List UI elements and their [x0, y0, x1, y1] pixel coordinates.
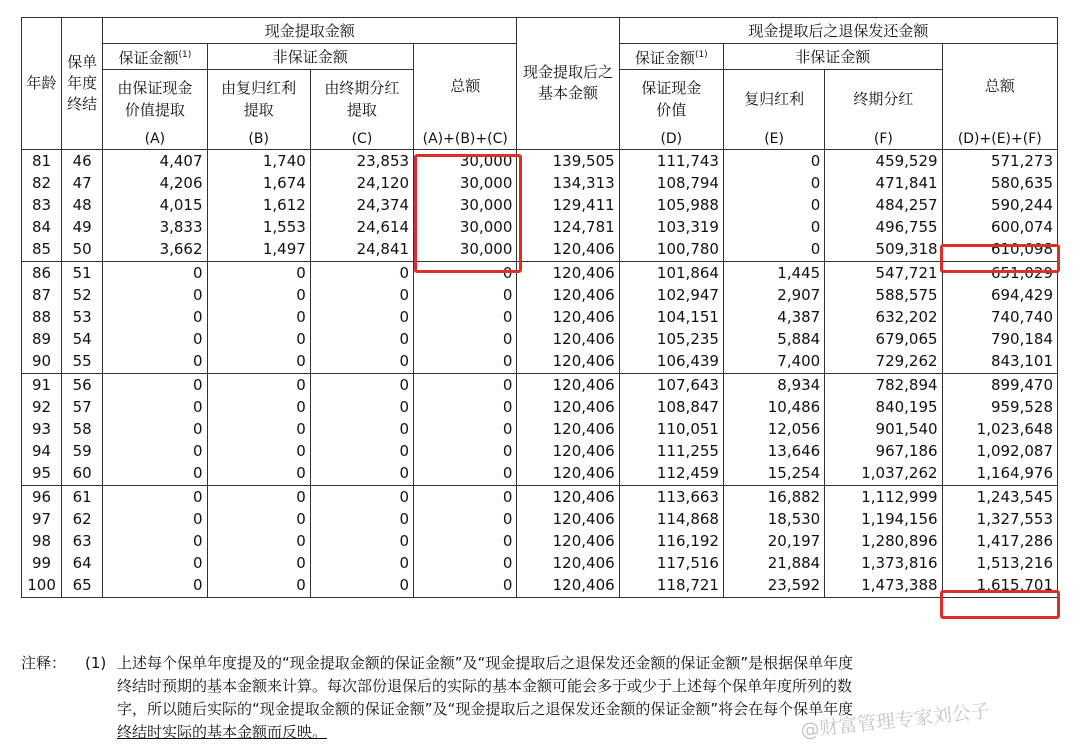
table-cell: 1,612	[207, 194, 310, 216]
table-cell: 105,235	[619, 328, 723, 350]
table-cell: 0	[103, 530, 207, 552]
table-cell: 0	[414, 328, 517, 350]
table-cell: 104,151	[619, 306, 723, 328]
table-cell: 1,553	[207, 216, 310, 238]
footnote-line-4: 终结时实际的基本金额而反映。	[117, 723, 328, 741]
table-cell: 0	[414, 261, 517, 284]
table-cell: 21,884	[723, 552, 824, 574]
header-col-b: 由复归红利提取	[207, 70, 310, 129]
table-cell: 0	[103, 284, 207, 306]
table-cell: 102,947	[619, 284, 723, 306]
table-cell: 120,406	[517, 552, 619, 574]
table-cell: 0	[207, 574, 310, 597]
table-cell: 120,406	[517, 418, 619, 440]
table-cell: 0	[207, 306, 310, 328]
table-cell: 120,406	[517, 328, 619, 350]
table-cell: 0	[310, 396, 413, 418]
table-cell: 0	[414, 440, 517, 462]
table-cell: 59	[62, 440, 103, 462]
table-cell: 101,864	[619, 261, 723, 284]
table-cell: 7,400	[723, 350, 824, 373]
footnote-number: (1)	[85, 654, 107, 672]
table-cell: 54	[62, 328, 103, 350]
header-policy-year: 保单年度终结	[62, 18, 103, 150]
table-cell: 4,206	[103, 172, 207, 194]
table-cell: 571,273	[942, 149, 1057, 172]
table-cell: 57	[62, 396, 103, 418]
table-cell: 120,406	[517, 261, 619, 284]
table-row	[22, 530, 1058, 552]
table-cell: 509,318	[825, 238, 942, 261]
table-cell: 0	[414, 462, 517, 485]
table-cell: 0	[207, 261, 310, 284]
table-cell: 63	[62, 530, 103, 552]
header-cash-withdrawal: 现金提取金额	[103, 18, 517, 44]
table-cell: 740,740	[942, 306, 1057, 328]
table-cell: 84	[22, 216, 62, 238]
table-row	[22, 440, 1058, 462]
table-cell: 782,894	[825, 373, 942, 396]
table-cell: 46	[62, 149, 103, 172]
table-cell: 590,244	[942, 194, 1057, 216]
table-cell: 0	[207, 462, 310, 485]
table-cell: 0	[723, 194, 824, 216]
table-cell: 610,098	[942, 238, 1057, 261]
table-cell: 0	[414, 418, 517, 440]
table-row	[22, 306, 1058, 328]
table-cell: 600,074	[942, 216, 1057, 238]
table-cell: 64	[62, 552, 103, 574]
table-cell: 471,841	[825, 172, 942, 194]
table-cell: 117,516	[619, 552, 723, 574]
table-cell: 24,374	[310, 194, 413, 216]
table-cell: 0	[414, 350, 517, 373]
table-cell: 83	[22, 194, 62, 216]
table-cell: 651,029	[942, 261, 1057, 284]
table-cell: 93	[22, 418, 62, 440]
table-cell: 1,280,896	[825, 530, 942, 552]
table-cell: 0	[103, 350, 207, 373]
header-after-withdrawal-surrender: 现金提取后之退保发还金额	[619, 18, 1057, 44]
table-cell: 0	[103, 552, 207, 574]
table-cell: 1,445	[723, 261, 824, 284]
letter-a: (A)	[103, 129, 207, 150]
highlight-total-100	[940, 590, 1060, 619]
table-cell: 87	[22, 284, 62, 306]
table-cell: 120,406	[517, 284, 619, 306]
table-cell: 30,000	[414, 238, 517, 261]
table-cell: 0	[414, 306, 517, 328]
table-cell: 58	[62, 418, 103, 440]
table-cell: 8,934	[723, 373, 824, 396]
table-row	[22, 574, 1058, 597]
table-cell: 47	[62, 172, 103, 194]
table-cell: 106,439	[619, 350, 723, 373]
table-cell: 1,473,388	[825, 574, 942, 597]
table-cell: 86	[22, 261, 62, 284]
table-cell: 0	[414, 552, 517, 574]
highlight-total-85	[940, 244, 1060, 273]
table-cell: 118,721	[619, 574, 723, 597]
table-cell: 1,740	[207, 149, 310, 172]
footnote-line-2: 终结时预期的基本金额来计算。每次部份退保后的实际的基本金额可能会多于或少于上述每个保单年度所列的数	[117, 677, 853, 695]
table-cell: 0	[723, 149, 824, 172]
table-cell: 24,120	[310, 172, 413, 194]
table-cell: 10,486	[723, 396, 824, 418]
header-total-withdrawal: 总额	[414, 44, 517, 129]
table-cell: 0	[207, 328, 310, 350]
table-cell: 1,417,286	[942, 530, 1057, 552]
table-cell: 0	[414, 485, 517, 508]
table-cell: 0	[103, 328, 207, 350]
table-cell: 105,988	[619, 194, 723, 216]
table-cell: 0	[310, 261, 413, 284]
table-cell: 0	[414, 574, 517, 597]
table-cell: 840,195	[825, 396, 942, 418]
table-cell: 0	[310, 530, 413, 552]
table-cell: 30,000	[414, 149, 517, 172]
header-col-d: 保证现金价值	[619, 70, 723, 129]
table-cell: 65	[62, 574, 103, 597]
table-cell: 1,164,976	[942, 462, 1057, 485]
table-cell: 24,614	[310, 216, 413, 238]
table-row	[22, 485, 1058, 508]
table-cell: 0	[310, 284, 413, 306]
table-cell: 0	[103, 396, 207, 418]
table-cell: 0	[207, 440, 310, 462]
table-cell: 0	[723, 216, 824, 238]
table-cell: 49	[62, 216, 103, 238]
letter-d: (D)	[619, 129, 723, 150]
table-cell: 108,794	[619, 172, 723, 194]
table-cell: 0	[310, 552, 413, 574]
table-row	[22, 149, 1058, 172]
table-cell: 1,023,648	[942, 418, 1057, 440]
table-cell: 88	[22, 306, 62, 328]
table-cell: 51	[62, 261, 103, 284]
table-row	[22, 172, 1058, 194]
table-cell: 790,184	[942, 328, 1057, 350]
table-cell: 113,663	[619, 485, 723, 508]
table-cell: 107,643	[619, 373, 723, 396]
table-cell: 13,646	[723, 440, 824, 462]
table-cell: 16,882	[723, 485, 824, 508]
header-non-guaranteed-2: 非保证金额	[723, 44, 942, 70]
table-cell: 120,406	[517, 396, 619, 418]
table-cell: 899,470	[942, 373, 1057, 396]
table-cell: 959,528	[942, 396, 1057, 418]
table-cell: 632,202	[825, 306, 942, 328]
watermark: @财富管理专家刘公子	[799, 700, 991, 742]
table-cell: 108,847	[619, 396, 723, 418]
table-cell: 1,327,553	[942, 508, 1057, 530]
table-cell: 30,000	[414, 172, 517, 194]
table-cell: 56	[62, 373, 103, 396]
table-cell: 0	[310, 508, 413, 530]
table-cell: 120,406	[517, 462, 619, 485]
header-col-a: 由保证现金价值提取	[103, 70, 207, 129]
table-cell: 0	[207, 284, 310, 306]
table-cell: 55	[62, 350, 103, 373]
table-cell: 120,406	[517, 440, 619, 462]
footnote-line-3: 字，所以随后实际的“现金提取金额的保证金额”及“现金提取后之退保发还金额的保证金额”将会在每个保单年度	[117, 700, 854, 718]
table-cell: 3,662	[103, 238, 207, 261]
table-cell: 0	[103, 574, 207, 597]
table-cell: 82	[22, 172, 62, 194]
table-cell: 30,000	[414, 194, 517, 216]
table-cell: 15,254	[723, 462, 824, 485]
table-cell: 30,000	[414, 216, 517, 238]
table-cell: 729,262	[825, 350, 942, 373]
table-cell: 0	[207, 508, 310, 530]
table-cell: 111,743	[619, 149, 723, 172]
table-cell: 0	[207, 552, 310, 574]
table-cell: 0	[723, 172, 824, 194]
table-cell: 0	[103, 418, 207, 440]
table-cell: 0	[103, 373, 207, 396]
table-cell: 61	[62, 485, 103, 508]
table-cell: 4,387	[723, 306, 824, 328]
illustration-table	[21, 17, 1058, 598]
table-cell: 120,406	[517, 530, 619, 552]
table-cell: 2,907	[723, 284, 824, 306]
table-cell: 0	[207, 396, 310, 418]
table-cell: 100	[22, 574, 62, 597]
table-cell: 967,186	[825, 440, 942, 462]
table-cell: 12,056	[723, 418, 824, 440]
table-cell: 120,406	[517, 238, 619, 261]
table-cell: 0	[414, 396, 517, 418]
table-cell: 120,406	[517, 485, 619, 508]
table-cell: 901,540	[825, 418, 942, 440]
highlight-withdrawal-totals	[414, 154, 522, 273]
table-cell: 0	[310, 418, 413, 440]
table-cell: 0	[414, 530, 517, 552]
table-cell: 92	[22, 396, 62, 418]
table-cell: 1,243,545	[942, 485, 1057, 508]
table-cell: 60	[62, 462, 103, 485]
table-cell: 0	[207, 373, 310, 396]
footnote-line-1: 上述每个保单年度提及的“现金提取金额的保证金额”及“现金提取后之退保发还金额的保证金额”是根据保单年度	[117, 654, 854, 672]
table-cell: 0	[207, 530, 310, 552]
table-cell: 120,406	[517, 574, 619, 597]
table-cell: 18,530	[723, 508, 824, 530]
table-cell: 129,411	[517, 194, 619, 216]
table-cell: 120,406	[517, 350, 619, 373]
letter-c: (C)	[310, 129, 413, 150]
table-cell: 0	[310, 574, 413, 597]
table-cell: 0	[103, 306, 207, 328]
table-cell: 843,101	[942, 350, 1057, 373]
table-cell: 52	[62, 284, 103, 306]
table-cell: 679,065	[825, 328, 942, 350]
table-cell: 0	[207, 418, 310, 440]
table-cell: 1,092,087	[942, 440, 1057, 462]
table-row	[22, 552, 1058, 574]
table-row	[22, 238, 1058, 261]
table-row	[22, 216, 1058, 238]
table-cell: 0	[310, 440, 413, 462]
table-row	[22, 396, 1058, 418]
table-row	[22, 418, 1058, 440]
table-cell: 120,406	[517, 508, 619, 530]
table-cell: 95	[22, 462, 62, 485]
table-row	[22, 261, 1058, 284]
table-cell: 0	[207, 485, 310, 508]
table-row	[22, 462, 1058, 485]
table-cell: 94	[22, 440, 62, 462]
header-total-surrender: 总额	[942, 44, 1057, 129]
table-cell: 4,407	[103, 149, 207, 172]
table-cell: 547,721	[825, 261, 942, 284]
table-cell: 91	[22, 373, 62, 396]
table-cell: 23,592	[723, 574, 824, 597]
table-cell: 97	[22, 508, 62, 530]
letter-abc: (A)+(B)+(C)	[414, 129, 517, 150]
table-cell: 62	[62, 508, 103, 530]
table-row	[22, 328, 1058, 350]
table-cell: 0	[103, 440, 207, 462]
table-cell: 99	[22, 552, 62, 574]
table-cell: 100,780	[619, 238, 723, 261]
table-body	[22, 149, 1058, 597]
table-cell: 0	[414, 284, 517, 306]
table-cell: 139,505	[517, 149, 619, 172]
header-col-e: 复归红利	[723, 70, 824, 129]
table-cell: 81	[22, 149, 62, 172]
table-cell: 1,112,999	[825, 485, 942, 508]
table-cell: 1,497	[207, 238, 310, 261]
header-non-guaranteed: 非保证金额	[207, 44, 414, 70]
table-cell: 1,615,701	[942, 574, 1057, 597]
letter-e: (E)	[723, 129, 824, 150]
table-cell: 1,037,262	[825, 462, 942, 485]
table-cell: 0	[723, 238, 824, 261]
table-cell: 120,406	[517, 306, 619, 328]
table-cell: 0	[310, 485, 413, 508]
footnote-label: 注释：	[21, 654, 67, 672]
table-cell: 580,635	[942, 172, 1057, 194]
table-row	[22, 284, 1058, 306]
table-row	[22, 373, 1058, 396]
table-cell: 1,373,816	[825, 552, 942, 574]
table-cell: 103,319	[619, 216, 723, 238]
table-cell: 0	[310, 328, 413, 350]
table-cell: 459,529	[825, 149, 942, 172]
table-cell: 110,051	[619, 418, 723, 440]
table-cell: 4,015	[103, 194, 207, 216]
header-guaranteed: 保证金额$^{(1)}$	[103, 44, 207, 70]
table-cell: 5,884	[723, 328, 824, 350]
table-cell: 1,194,156	[825, 508, 942, 530]
letter-f: (F)	[825, 129, 942, 150]
table-cell: 23,853	[310, 149, 413, 172]
table-cell: 694,429	[942, 284, 1057, 306]
table-cell: 0	[414, 508, 517, 530]
header-basic-after-withdrawal: 现金提取后之基本金额	[517, 18, 619, 150]
header-col-f: 终期分红	[825, 70, 942, 129]
table-cell: 1,674	[207, 172, 310, 194]
table-cell: 0	[103, 485, 207, 508]
header-guaranteed-2: 保证金额$^{(1)}$	[619, 44, 723, 70]
table-cell: 0	[103, 261, 207, 284]
table-cell: 588,575	[825, 284, 942, 306]
table-cell: 85	[22, 238, 62, 261]
table-cell: 53	[62, 306, 103, 328]
table-cell: 0	[103, 508, 207, 530]
table-cell: 0	[310, 462, 413, 485]
table-cell: 134,313	[517, 172, 619, 194]
table-cell: 111,255	[619, 440, 723, 462]
table-cell: 98	[22, 530, 62, 552]
table-row	[22, 350, 1058, 373]
table-cell: 0	[310, 306, 413, 328]
table-cell: 20,197	[723, 530, 824, 552]
table-row	[22, 508, 1058, 530]
header-age: 年龄	[22, 18, 62, 150]
table-cell: 48	[62, 194, 103, 216]
table-cell: 3,833	[103, 216, 207, 238]
table-cell: 484,257	[825, 194, 942, 216]
table-cell: 0	[310, 373, 413, 396]
table-cell: 50	[62, 238, 103, 261]
table-row	[22, 194, 1058, 216]
table-cell: 0	[310, 350, 413, 373]
letter-def: (D)+(E)+(F)	[942, 129, 1057, 150]
table-cell: 112,459	[619, 462, 723, 485]
letter-b: (B)	[207, 129, 310, 150]
table-cell: 124,781	[517, 216, 619, 238]
table-cell: 0	[207, 350, 310, 373]
table-cell: 0	[414, 373, 517, 396]
table-cell: 90	[22, 350, 62, 373]
table-cell: 116,192	[619, 530, 723, 552]
table-cell: 1,513,216	[942, 552, 1057, 574]
table-cell: 120,406	[517, 373, 619, 396]
table-cell: 89	[22, 328, 62, 350]
table-cell: 24,841	[310, 238, 413, 261]
table-cell: 0	[103, 462, 207, 485]
header-col-c: 由终期分红提取	[310, 70, 413, 129]
table-cell: 496,755	[825, 216, 942, 238]
table-cell: 114,868	[619, 508, 723, 530]
table-cell: 96	[22, 485, 62, 508]
